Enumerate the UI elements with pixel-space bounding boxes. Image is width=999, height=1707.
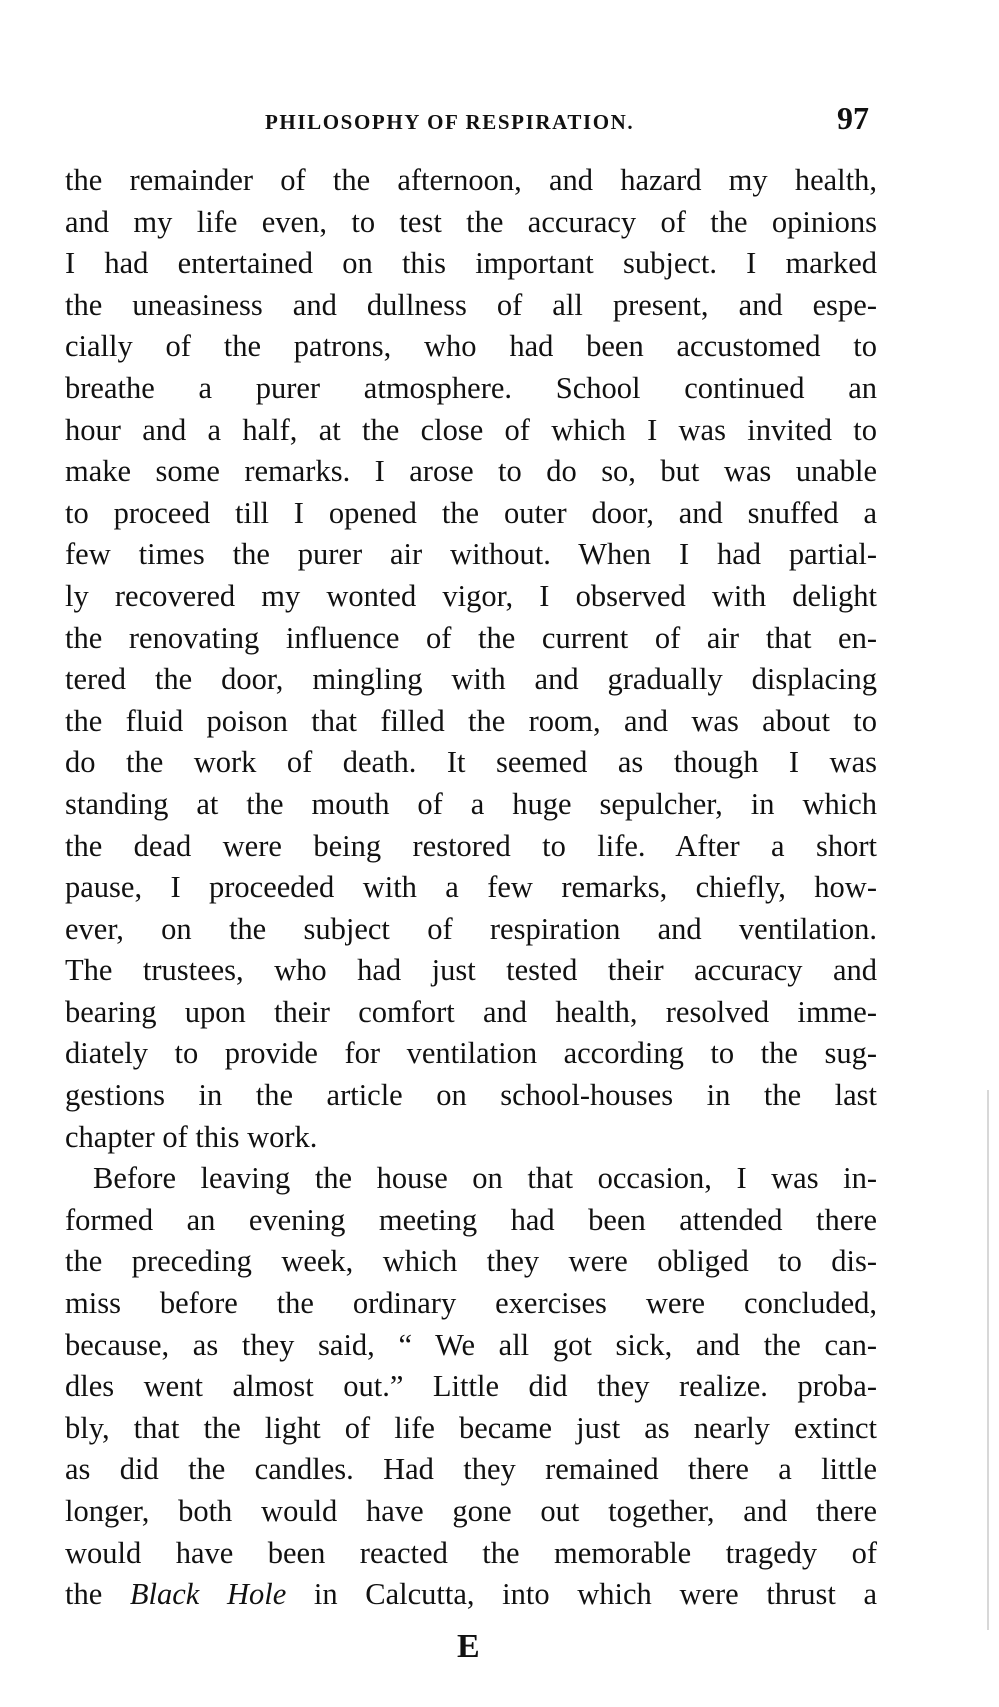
- body-text: [65, 160, 877, 1616]
- scan-edge-divider: [987, 1090, 989, 1630]
- text-line: the uneasiness and dullness of all present, and espe-: [65, 287, 877, 322]
- text-line: as did the candles. Had they remained there a little: [65, 1452, 877, 1487]
- text-line: chapter of this work.: [65, 1119, 318, 1154]
- text-line: the remainder of the afternoon, and hazard my health,: [65, 163, 877, 197]
- text-line: make some remarks. I arose to do so, but was unable: [65, 454, 877, 489]
- text-fragment: the: [65, 1577, 130, 1612]
- text-line: hour and a half, at the close of which I was invited to: [65, 412, 877, 447]
- text-line: diately to provide for ventilation according to the sug-: [65, 1036, 877, 1071]
- text-line: standing at the mouth of a huge sepulcher, in which: [65, 786, 877, 821]
- running-title: PHILOSOPHY OF RESPIRATION.: [265, 110, 635, 134]
- paragraph: [65, 1158, 877, 1616]
- text-line: the fluid poison that filled the room, and was about to: [65, 703, 877, 738]
- text-line: Before leaving the house on that occasion, I was in-: [93, 1161, 877, 1196]
- text-line: do the work of death. It seemed as though I was: [65, 745, 877, 780]
- text-line: bly, that the light of life became just as nearly extinct: [65, 1410, 877, 1445]
- text-line: dles went almost out.” Little did they realize. proba-: [65, 1369, 877, 1404]
- text-line: to proceed till I opened the outer door, and snuffed a: [65, 495, 877, 530]
- text-line: ly recovered my wonted vigor, I observed with delight: [65, 578, 877, 613]
- paragraph: [65, 160, 877, 1158]
- text-line: pause, I proceeded with a few remarks, chiefly, how-: [65, 870, 877, 905]
- italic-phrase: Black Hole: [129, 1577, 287, 1612]
- signature-mark: E: [457, 1628, 480, 1665]
- running-head: [0, 100, 999, 140]
- text-line: bearing upon their comfort and health, resolved imme-: [65, 994, 877, 1029]
- text-line: and my life even, to test the accuracy of the opinions: [65, 204, 877, 239]
- text-line: gestions in the article on school-houses in the last: [65, 1078, 877, 1113]
- text-line: breathe a purer atmosphere. School continued an: [65, 370, 877, 405]
- text-line: longer, both would have gone out together, and there: [65, 1494, 877, 1528]
- text-fragment: in Calcutta, into which were thrust a: [286, 1577, 877, 1612]
- text-line: miss before the ordinary exercises were concluded,: [65, 1286, 877, 1321]
- text-line: few times the purer air without. When I had partial-: [65, 537, 877, 572]
- text-line: I had entertained on this important subject. I marked: [65, 246, 877, 281]
- text-line: The trustees, who had just tested their accuracy and: [65, 953, 877, 988]
- text-line: [65, 1574, 877, 1616]
- text-line: because, as they said, “ We all got sick, and the can-: [65, 1327, 877, 1362]
- text-line: the renovating influence of the current of air that en-: [65, 620, 877, 655]
- text-line: tered the door, mingling with and gradually displacing: [65, 662, 877, 697]
- text-line: the dead were being restored to life. After a short: [65, 828, 877, 863]
- text-line: the preceding week, which they were obliged to dis-: [65, 1244, 877, 1279]
- text-line: formed an evening meeting had been attended there: [65, 1202, 877, 1237]
- page-number: 97: [837, 100, 869, 136]
- text-line: cially of the patrons, who had been accustomed to: [65, 329, 877, 364]
- text-line: would have been reacted the memorable tragedy of: [65, 1535, 877, 1570]
- text-line: ever, on the subject of respiration and ventilation.: [65, 911, 877, 946]
